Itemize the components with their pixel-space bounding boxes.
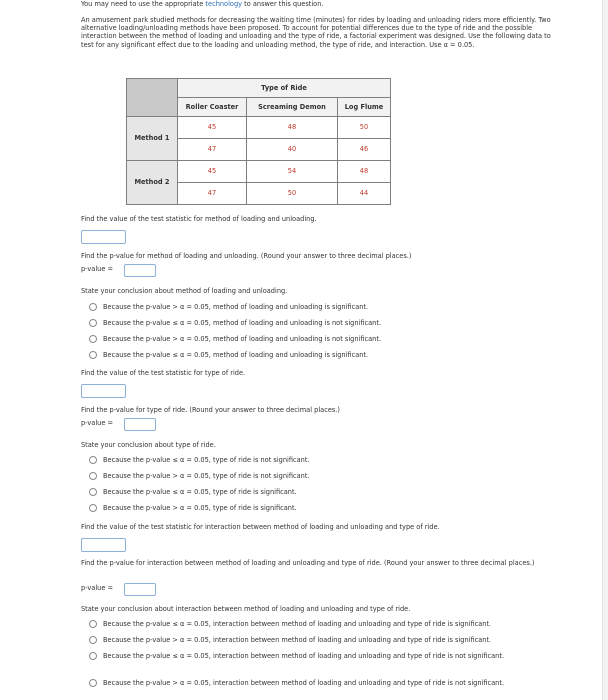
table-cell: 40 bbox=[247, 139, 338, 161]
question-interaction-statistic: Find the value of the test statistic for interaction between method of loading and unloading and type of ride. bbox=[81, 523, 440, 531]
table-cell: 47 bbox=[178, 183, 247, 205]
column-header: Log Flume bbox=[338, 98, 391, 117]
radio-button[interactable] bbox=[89, 303, 97, 311]
pvalue-label: p-value = bbox=[81, 584, 114, 592]
question-interaction-conclusion: State your conclusion about interaction between method of loading and unloading and type of ride. bbox=[81, 605, 411, 613]
data-table bbox=[126, 78, 391, 205]
column-header: Screaming Demon bbox=[247, 98, 338, 117]
interaction-option: Because the p-value > α = 0.05, interaction between method of loading and unloading and type of ride is not significant. bbox=[103, 679, 505, 687]
table-cell: 45 bbox=[178, 161, 247, 183]
ride-statistic-input[interactable] bbox=[81, 384, 126, 398]
radio-button[interactable] bbox=[89, 472, 97, 480]
question-method-statistic: Find the value of the test statistic for method of loading and unloading. bbox=[81, 215, 317, 223]
pvalue-label: p-value = bbox=[81, 265, 114, 273]
table-cell: 50 bbox=[247, 183, 338, 205]
vertical-scrollbar[interactable] bbox=[602, 0, 608, 700]
radio-button[interactable] bbox=[89, 679, 97, 687]
instruction-text: You may need to use the appropriate bbox=[81, 0, 206, 8]
question-ride-conclusion: State your conclusion about type of ride. bbox=[81, 441, 216, 449]
method-option: Because the p-value ≤ α = 0.05, method of loading and unloading is significant. bbox=[103, 351, 369, 359]
ride-option: Because the p-value > α = 0.05, type of ride is not significant. bbox=[103, 472, 310, 480]
method-pvalue-input[interactable] bbox=[124, 264, 156, 277]
ride-option: Because the p-value ≤ α = 0.05, type of ride is not significant. bbox=[103, 456, 310, 464]
interaction-pvalue-input[interactable] bbox=[124, 583, 156, 596]
technology-link[interactable]: technology bbox=[205, 0, 243, 8]
row-label: Method 2 bbox=[127, 161, 178, 205]
ride-option: Because the p-value ≤ α = 0.05, type of ride is significant. bbox=[103, 488, 297, 496]
table-corner bbox=[127, 79, 178, 117]
question-interaction-pvalue: Find the p-value for interaction between method of loading and unloading and type of ride. (Round your answer to three decimal places.) bbox=[81, 559, 535, 567]
interaction-statistic-input[interactable] bbox=[81, 538, 126, 552]
radio-button[interactable] bbox=[89, 620, 97, 628]
table-cell: 46 bbox=[338, 139, 391, 161]
question-method-conclusion: State your conclusion about method of loading and unloading. bbox=[81, 287, 288, 295]
interaction-option: Because the p-value ≤ α = 0.05, interaction between method of loading and unloading and type of ride is not significant. bbox=[103, 652, 505, 660]
radio-button[interactable] bbox=[89, 652, 97, 660]
radio-button[interactable] bbox=[89, 456, 97, 464]
type-of-ride-header: Type of Ride bbox=[178, 79, 391, 98]
method-option: Because the p-value ≤ α = 0.05, method of loading and unloading is not significant. bbox=[103, 319, 382, 327]
table-cell: 50 bbox=[338, 117, 391, 139]
pvalue-label: p-value = bbox=[81, 419, 114, 427]
ride-pvalue-input[interactable] bbox=[124, 418, 156, 431]
row-label: Method 1 bbox=[127, 117, 178, 161]
ride-option: Because the p-value > α = 0.05, type of ride is significant. bbox=[103, 504, 297, 512]
radio-button[interactable] bbox=[89, 351, 97, 359]
table-cell: 47 bbox=[178, 139, 247, 161]
question-ride-pvalue: Find the p-value for type of ride. (Round your answer to three decimal places.) bbox=[81, 406, 340, 414]
radio-button[interactable] bbox=[89, 488, 97, 496]
radio-button[interactable] bbox=[89, 504, 97, 512]
problem-description: An amusement park studied methods for decreasing the waiting time (minutes) for rides by loading and unloading riders more efficiently. Two alternative loading/unloading methods have been proposed. To account for potential differences due to the type of ride and the possible interaction between the method of loading and unloading and the type of ride, a factorial experiment was designed. Use the following data to test for any significant effect due to the loading and unloading method, the type of ride, and interaction. Use α = 0.05. bbox=[81, 16, 551, 49]
method-option: Because the p-value > α = 0.05, method of loading and unloading is significant. bbox=[103, 303, 369, 311]
radio-button[interactable] bbox=[89, 319, 97, 327]
column-header: Roller Coaster bbox=[178, 98, 247, 117]
method-statistic-input[interactable] bbox=[81, 230, 126, 244]
instruction-line bbox=[81, 0, 323, 8]
method-option: Because the p-value > α = 0.05, method of loading and unloading is not significant. bbox=[103, 335, 382, 343]
instruction-text-end: to answer this question. bbox=[242, 0, 324, 8]
table-cell: 48 bbox=[338, 161, 391, 183]
table-cell: 48 bbox=[247, 117, 338, 139]
interaction-option: Because the p-value ≤ α = 0.05, interaction between method of loading and unloading and type of ride is significant. bbox=[103, 620, 492, 628]
radio-button[interactable] bbox=[89, 636, 97, 644]
table-cell: 54 bbox=[247, 161, 338, 183]
radio-button[interactable] bbox=[89, 335, 97, 343]
interaction-option: Because the p-value > α = 0.05, interaction between method of loading and unloading and type of ride is significant. bbox=[103, 636, 492, 644]
table-cell: 45 bbox=[178, 117, 247, 139]
question-ride-statistic: Find the value of the test statistic for type of ride. bbox=[81, 369, 246, 377]
table-cell: 44 bbox=[338, 183, 391, 205]
question-method-pvalue: Find the p-value for method of loading and unloading. (Round your answer to three decimal places.) bbox=[81, 252, 412, 260]
